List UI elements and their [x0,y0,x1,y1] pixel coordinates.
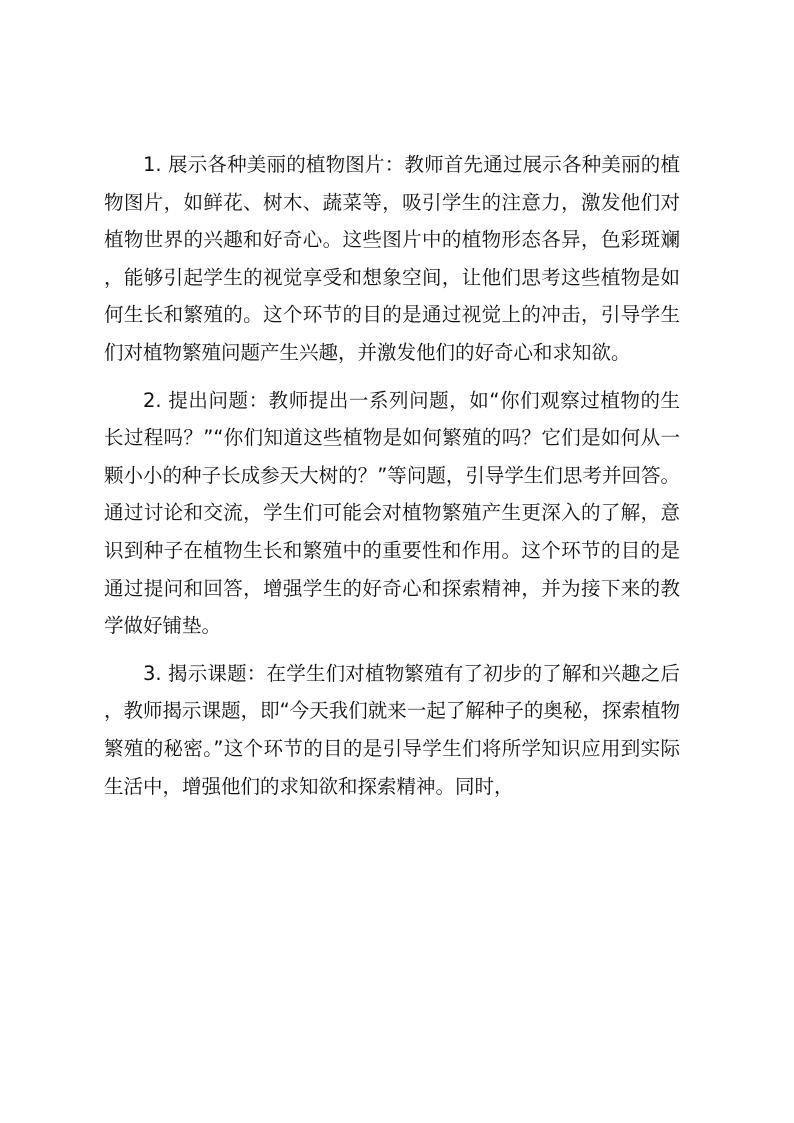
paragraph-1: 1. 展示各种美丽的植物图片：教师首先通过展示各种美丽的植物图片，如鲜花、树木、蔬菜等，吸引学生的注意力，激发他们对植物世界的兴趣和好奇心。这些图片中的植物形态各异，色彩斑斓，能够引起学生的视觉享受和想象空间，让他们思考这些植物是如何生长和繁殖的。这个环节的目的是通过视觉上的冲击，引导学生们对植物繁殖问题产生兴趣，并激发他们的好奇心和求知欲。 [104,153,680,364]
document-body [104,146,680,805]
paragraph-2: 2. 提出问题：教师提出一系列问题，如“你们观察过植物的生长过程吗？”“你们知道这些植物是如何繁殖的吗？它们是如何从一颗小小的种子长成参天大树的？”等问题，引导学生们思考并回答。通过讨论和交流，学生们可能会对植物繁殖产生更深入的了解，意识到种子在植物生长和繁殖中的重要性和作用。这个环节的目的是通过提问和回答，增强学生的好奇心和探索精神，并为接下来的教学做好铺垫。 [104,388,680,638]
paragraph-3: 3. 揭示课题：在学生们对植物繁殖有了初步的了解和兴趣之后，教师揭示课题，即“今天我们就来一起了解种子的奥秘，探索植物繁殖的秘密。”这个环节的目的是引导学生们将所学知识应用到实际生活中，增强他们的求知欲和探索精神。同时， [104,661,680,798]
